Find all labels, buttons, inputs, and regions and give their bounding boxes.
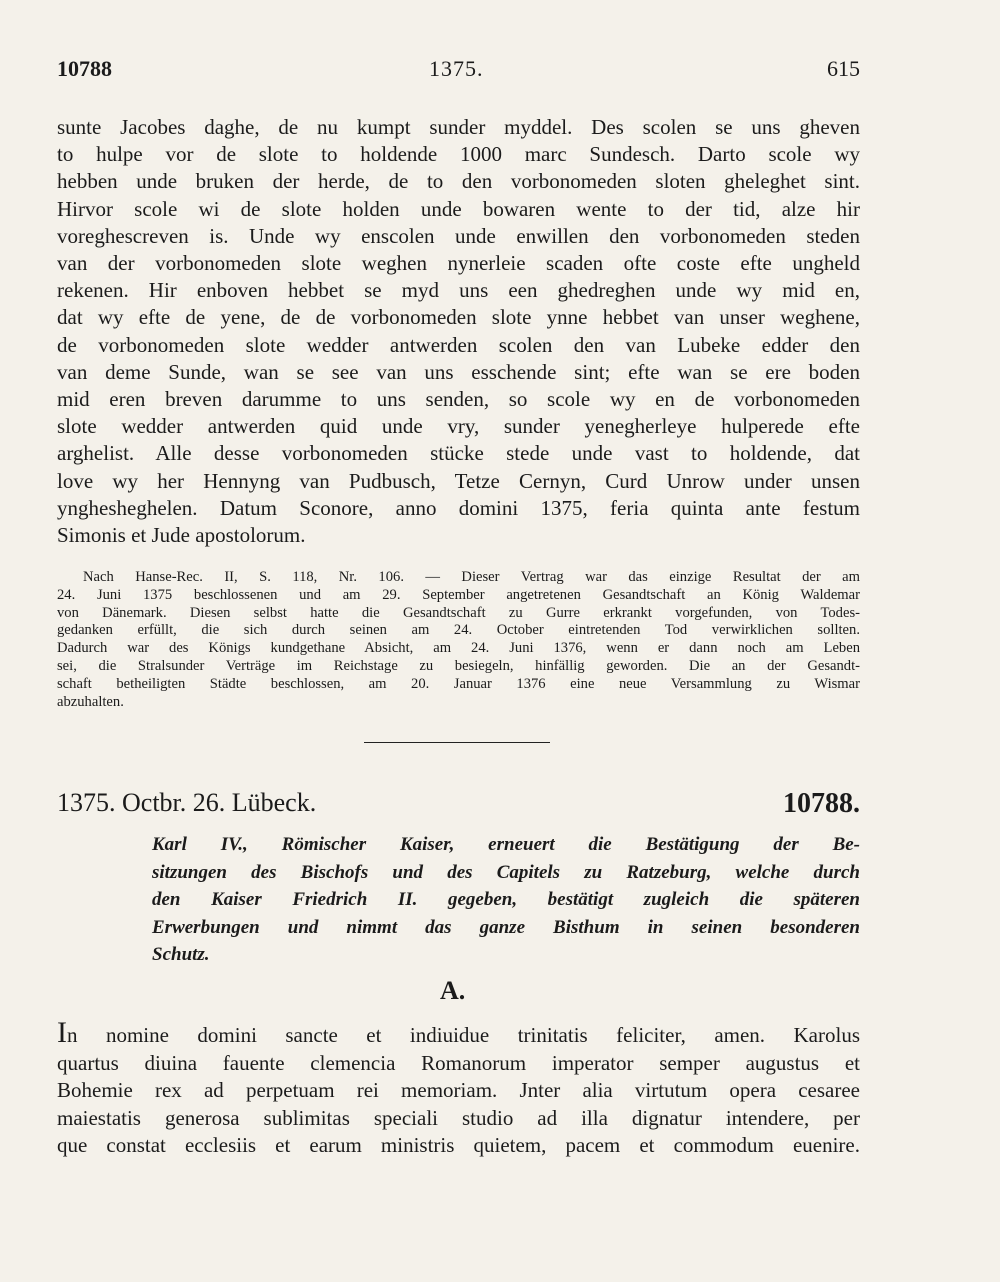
text-line: Hirvor scole wi de slote holden unde bowaren wente to der tid, alze hir [57,196,860,221]
text-line: dat wy efte de yene, de de vorbonomeden slote ynne hebbet van unser weghene, [57,305,860,330]
latin-text [57,1016,860,1160]
text-line: Bohemie rex ad perpetuam rei memoriam. Jnter alia virtutum opera cesaree [57,1078,860,1102]
text-line: de vorbonomeden slote wedder antwerden scolen den van Lubeke edder den [57,332,860,357]
summary-line: Schutz. [152,944,210,965]
document-heading [57,788,860,828]
section-divider [364,742,550,743]
header-year: 1375. [429,56,484,81]
first-line-text: n nomine domini sancte et indiuidue trinitatis feliciter, amen. Karolus [67,1023,860,1047]
summary-line: sitzungen des Bischofs und des Capitels zu Ratzeburg, welche durch [152,861,860,883]
text-line: hebben unde bruken der herde, de to den vorbonomeden sloten gheleghet sint. [57,169,860,194]
note-line: 24. Juni 1375 beschlossenen und am 29. September angetretenen Gesandtschaft an König Waldemar [57,586,860,603]
text-line: maiestatis generosa sublimitas speciali studio ad illa dignatur intendere, per [57,1105,860,1130]
document-number: 10788 [57,56,112,81]
summary-line: den Kaiser Friedrich II. gegeben, bestätigt zugleich die späteren [152,889,860,910]
note-line: gedanken erfüllt, die sich durch seinen am 24. October eintretenden Tod verwirklichen sollten. [57,622,860,639]
note-line: schaft betheiligten Städte beschlossen, am 20. Januar 1376 eine neue Versammlung zu Wismar [57,675,860,692]
text-line: mid eren breven darumme to uns senden, so scole wy en de vorbonomeden [57,387,860,412]
page-number: 615 [827,56,860,81]
note-line: Nach Hanse-Rec. II, S. 118, Nr. 106. — Dieser Vertrag war das einzige Resultat der am [83,569,860,585]
document-summary [152,831,860,969]
text-line: que constat ecclesiis et earum ministris quietem, pacem et commodum euenire. [57,1133,860,1157]
text-line: to hulpe vor de slote to holdende 1000 marc Sundesch. Darto scole wy [57,142,860,167]
section-letter: A. [440,976,466,1005]
note-line: Dadurch war des Königs kundgethane Absicht, am 24. Juni 1376, wenn er dann noch am Leben [57,640,860,657]
document-date-place: 1375. Octbr. 26. Lübeck. [57,788,317,817]
text-line: sunte Jacobes daghe, de nu kumpt sunder myddel. Des scolen se uns gheven [57,115,860,139]
note-line: abzuhalten. [57,693,124,710]
editorial-note [57,569,860,711]
text-line [57,1016,860,1050]
initial-letter: I [57,1016,67,1049]
text-line: van der vorbonomeden slote weghen nynerleie scaden ofte coste efte ungheld [57,251,860,276]
text-line: slote wedder antwerden quid unde vry, sunder yenegherleye hulperede efte [57,414,860,439]
text-line: arghelist. Alle desse vorbonomeden stücke stede unde vast to holdende, dat [57,441,860,466]
text-line: voreghescreven is. Unde wy enscolen unde enwillen den vorbonomeden steden [57,223,860,248]
text-line: van deme Sunde, wan se see van uns esschende sint; efte wan se ere boden [57,359,860,384]
text-line: Simonis et Jude apostolorum. [57,523,306,548]
document-heading-number: 10788. [783,788,860,819]
text-line: love wy her Hennyng van Pudbusch, Tetze Cernyn, Curd Unrow under unsen [57,468,860,493]
text-line: rekenen. Hir enboven hebbet se myd uns een ghedreghen unde wy mid en, [57,278,860,303]
note-line: sei, die Stralsunder Verträge im Reichstage zu besiegeln, hinfällig geworden. Die an der Gesandt- [57,657,860,674]
text-line: quartus diuina fauente clemencia Romanorum imperator semper augustus et [57,1050,860,1075]
summary-line: Erwerbungen und nimmt das ganze Bisthum in seinen besonderen [152,916,860,938]
running-header [57,56,860,90]
summary-line: Karl IV., Römischer Kaiser, erneuert die Bestätigung der Be- [152,834,860,855]
document-text [57,114,860,549]
note-line: von Dänemark. Diesen selbst hatte die Gesandtschaft zu Gurre erkrankt vorgefunden, von Todes- [57,604,860,621]
text-line: ynghesheghelen. Datum Sconore, anno domini 1375, feria quinta ante festum [57,495,860,520]
